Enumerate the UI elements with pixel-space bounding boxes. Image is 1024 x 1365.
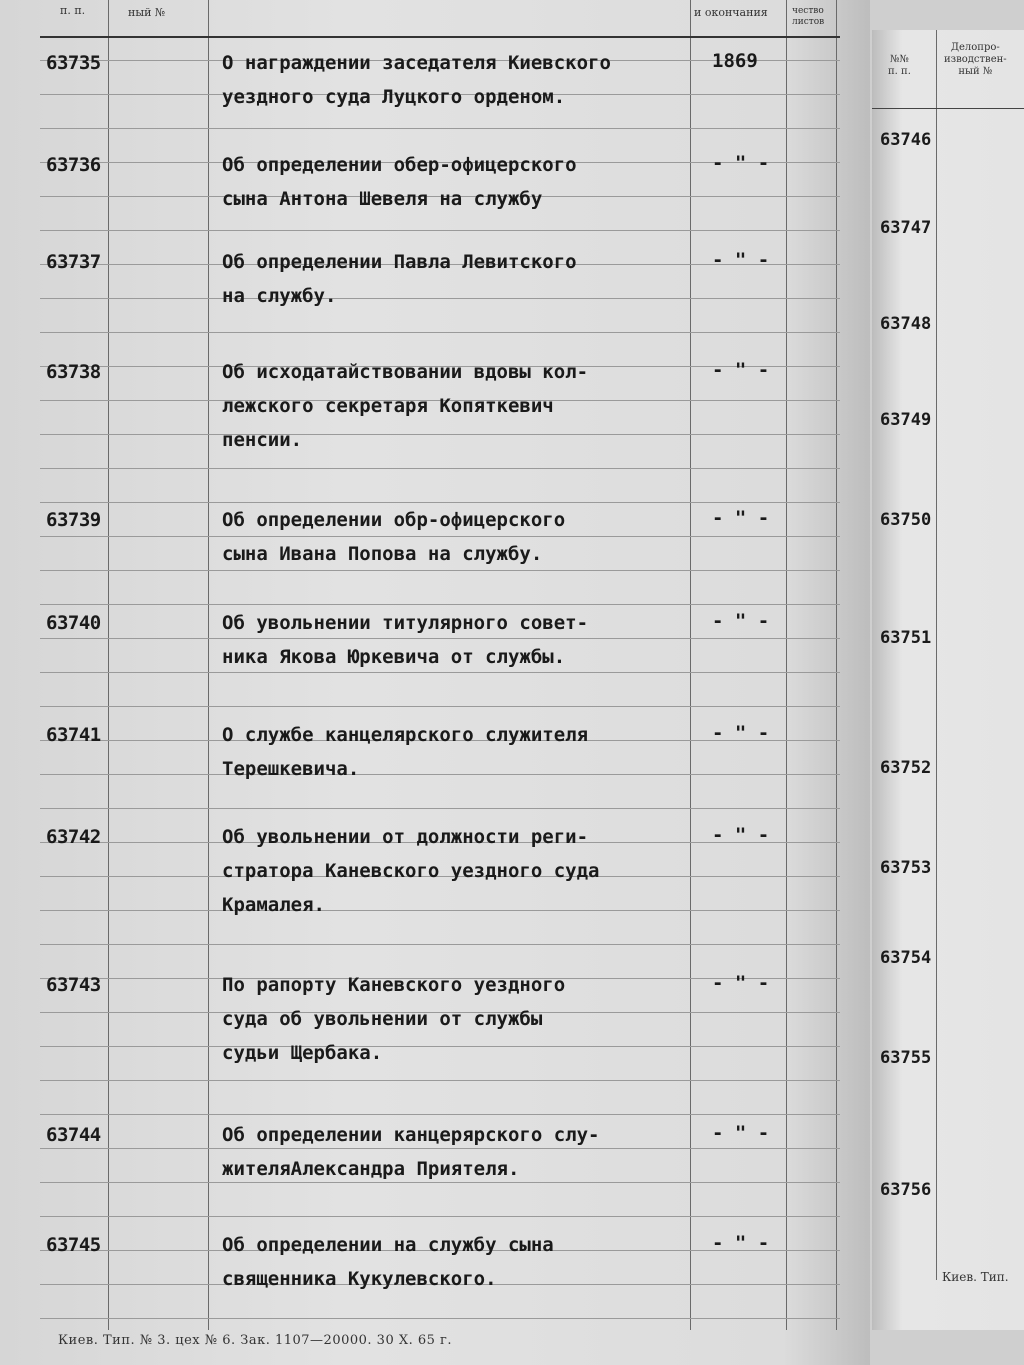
right-record-number: 63748	[880, 314, 932, 334]
ledger-line	[40, 604, 840, 605]
column-rule	[108, 0, 109, 1330]
ledger-line	[40, 808, 840, 809]
right-header-num: №№ п. п.	[888, 54, 911, 77]
header-num: п. п.	[60, 4, 86, 17]
right-record-number: 63753	[880, 858, 932, 878]
ledger-line	[40, 332, 840, 333]
record-title: О службе канцелярского служителя Терешкевича.	[222, 724, 589, 780]
record-title: О награждении заседателя Киевского уездного суда Луцкого орденом.	[222, 52, 611, 108]
ledger-line	[40, 1114, 840, 1115]
record-number: 63739	[46, 509, 101, 531]
record-date: - " -	[712, 610, 770, 632]
record-date: - " -	[712, 824, 770, 846]
record-title: Об увольнении титулярного совет- ника Якова Юркевича от службы.	[222, 612, 589, 668]
column-rule	[208, 0, 209, 1330]
record-title: Об исходатайствовании вдовы кол- лежского секретаря Копяткевич пенсии.	[222, 361, 589, 451]
header-sheets: чество листов	[792, 6, 825, 27]
header-rule	[40, 36, 840, 38]
record-date: 1869	[712, 50, 758, 72]
record-date: - " -	[712, 359, 770, 381]
record-number: 63744	[46, 1124, 101, 1146]
right-record-number: 63756	[880, 1180, 932, 1200]
record-date: - " -	[712, 507, 770, 529]
ledger-line	[40, 944, 840, 945]
record-number: 63745	[46, 1234, 101, 1256]
record-date: - " -	[712, 249, 770, 271]
record-date: - " -	[712, 972, 770, 994]
record-title: Об определении на службу сына священника Кукулевского.	[222, 1234, 554, 1290]
record-number: 63742	[46, 826, 101, 848]
record-number: 63741	[46, 724, 101, 746]
right-record-number: 63754	[880, 948, 932, 968]
right-record-number: 63747	[880, 218, 932, 238]
record-title: По рапорту Каневского уездного суда об увольнении от службы судьи Щербака.	[222, 974, 566, 1064]
ledger-line	[40, 468, 840, 469]
record-date: - " -	[712, 1122, 770, 1144]
ledger-line	[40, 1080, 840, 1081]
record-number: 63736	[46, 154, 101, 176]
ledger-line	[40, 230, 840, 231]
record-title: Об определении канцерярского слу- жителяАлександра Приятеля.	[222, 1124, 600, 1180]
right-record-number: 63752	[880, 758, 932, 778]
record-number: 63737	[46, 251, 101, 273]
header-end: и окончания	[694, 6, 768, 19]
record-date: - " -	[712, 152, 770, 174]
ledger-line	[40, 128, 840, 129]
record-title: Об увольнении от должности реги- стратора Каневского уездного суда Крамалея.	[222, 826, 600, 916]
record-title: Об определении обер-офицерского сына Антона Шевеля на службу	[222, 154, 577, 210]
record-date: - " -	[712, 1232, 770, 1254]
right-record-number: 63755	[880, 1048, 932, 1068]
right-record-number: 63746	[880, 130, 932, 150]
header-rule	[872, 108, 1024, 109]
header-file-no: ный №	[128, 6, 166, 19]
ledger-line	[40, 706, 840, 707]
record-title: Об определении Павла Левитского на службу.	[222, 251, 577, 307]
right-record-number: 63751	[880, 628, 932, 648]
ledger-line	[40, 1216, 840, 1217]
record-title: Об определении обр-офицерского сына Ивана Попова на службу.	[222, 509, 566, 565]
right-record-number: 63750	[880, 510, 932, 530]
record-number: 63738	[46, 361, 101, 383]
column-rule	[786, 0, 787, 1330]
print-footer: Киев. Тип. № 3. цех № 6. Зак. 1107—20000. 30 X. 65 г.	[58, 1333, 452, 1348]
record-date: - " -	[712, 722, 770, 744]
column-rule	[836, 0, 837, 1330]
print-footer-right: Киев. Тип.	[942, 1270, 1009, 1284]
record-number: 63743	[46, 974, 101, 996]
right-header-file-no: Делопро- изводствен- ный №	[944, 42, 1007, 77]
right-record-number: 63749	[880, 410, 932, 430]
column-rule	[936, 30, 937, 1280]
record-number: 63735	[46, 52, 101, 74]
ledger-line	[40, 1318, 840, 1319]
record-number: 63740	[46, 612, 101, 634]
